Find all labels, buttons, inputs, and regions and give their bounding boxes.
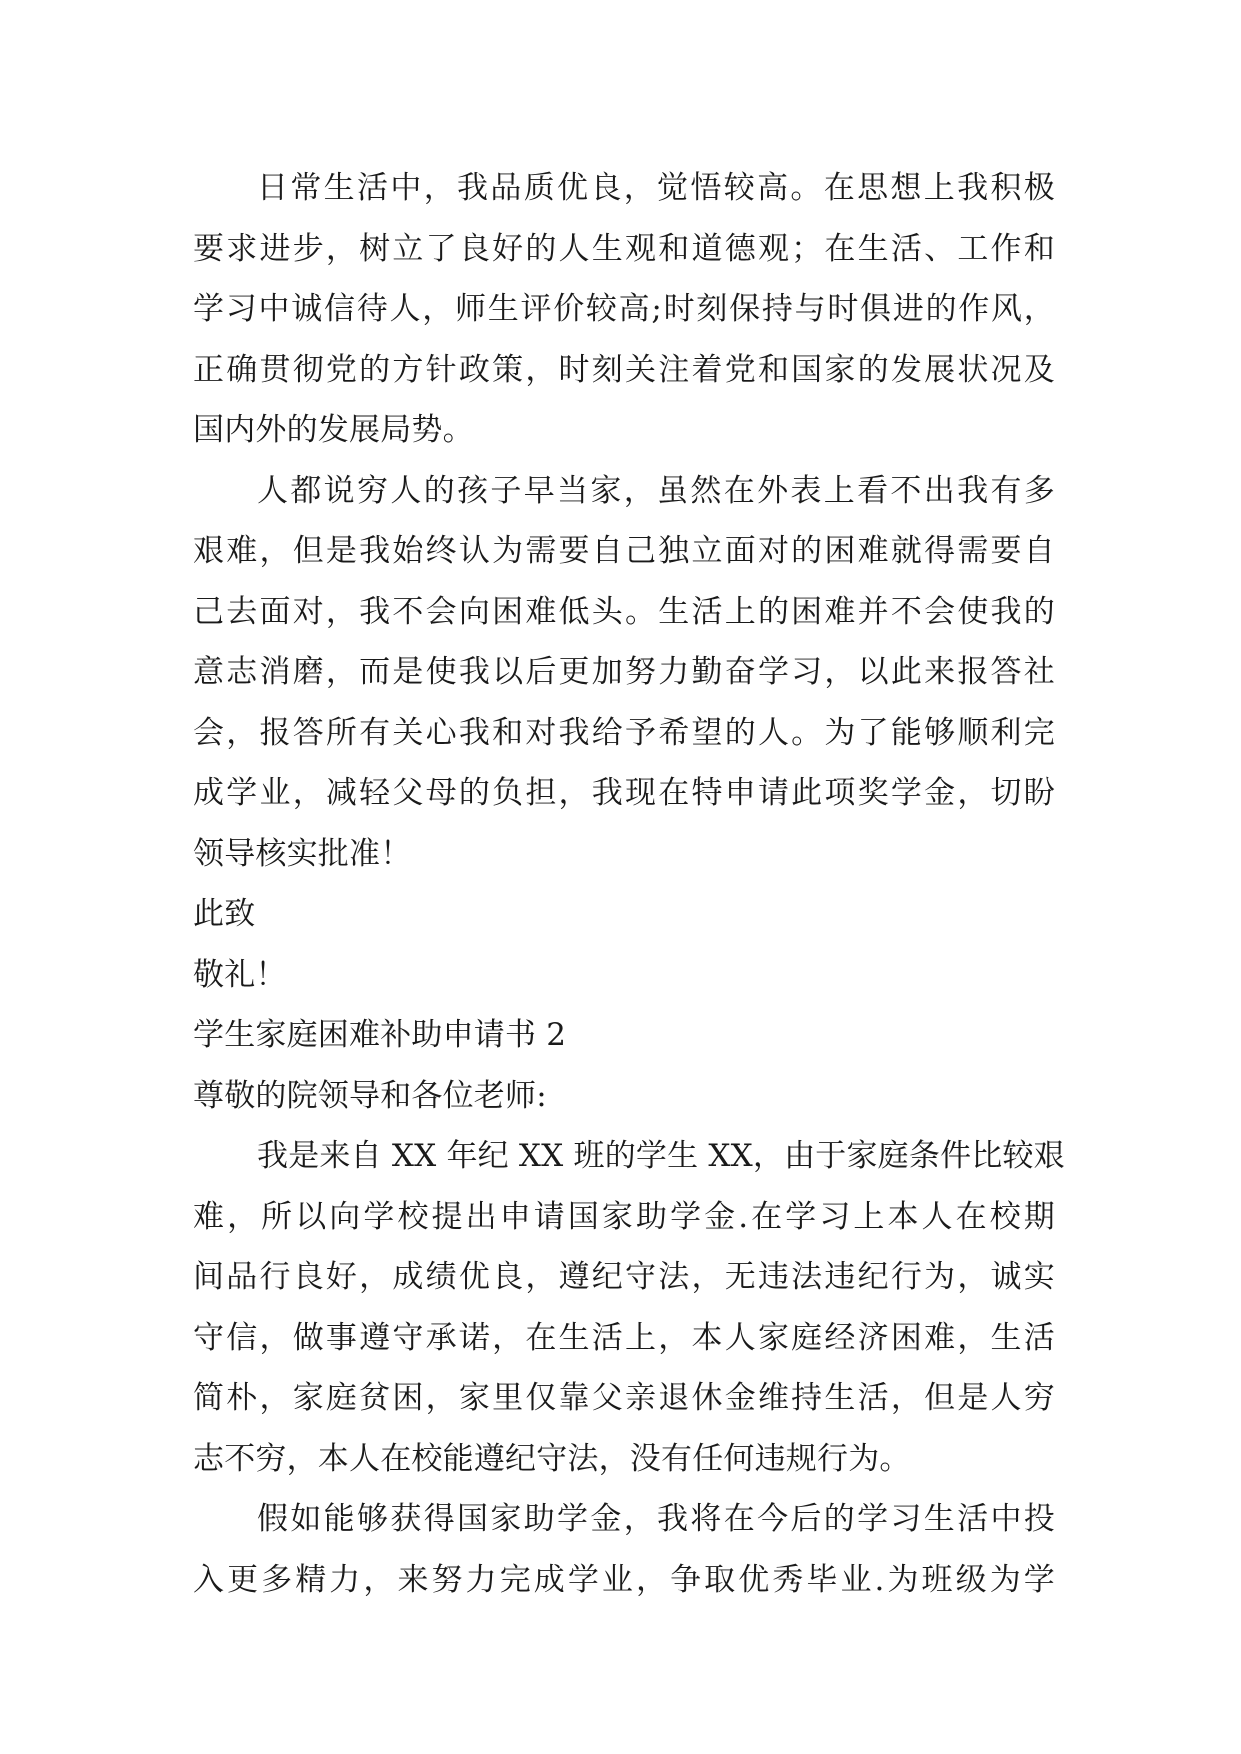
text-line: 我是来自 XX 年纪 XX 班的学生 XX，由于家庭条件比较艰: [257, 1138, 1065, 1174]
text-line: 假如能够获得国家助学金，我将在今后的学习生活中投: [257, 1501, 1055, 1537]
text-line: 入更多精力，来努力完成学业，争取优秀毕业.为班级为学: [193, 1561, 1055, 1598]
text-line: 间品行良好，成绩优良，遵纪守法，无违法违纪行为，诚实: [193, 1259, 1055, 1295]
text-line: 志不穷，本人在校能遵纪守法，没有任何违规行为。: [193, 1440, 911, 1477]
text-line: 学习中诚信待人，师生评价较高;时刻保持与时俱进的作风，: [193, 291, 1055, 327]
paragraph-4: [193, 1489, 1055, 1610]
text-line: 日常生活中，我品质优良，觉悟较高。在思想上我积极: [257, 170, 1055, 206]
text-line: 国内外的发展局势。: [193, 412, 474, 448]
paragraph-1: [193, 158, 1055, 461]
text-line: 正确贯彻党的方针政策，时刻关注着党和国家的发展状况及: [193, 351, 1055, 388]
closing-salute: 此致: [193, 896, 256, 932]
text-line: 简朴，家庭贫困，家里仅靠父亲退休金维持生活，但是人穷: [193, 1380, 1055, 1416]
text-line: 成学业，减轻父母的负担，我现在特申请此项奖学金，切盼: [193, 775, 1055, 811]
text-line: 会，报答所有关心我和对我给予希望的人。为了能够顺利完: [193, 714, 1055, 751]
section-title: 学生家庭困难补助申请书 2: [193, 1017, 567, 1053]
paragraph-2: [193, 461, 1055, 885]
paragraph-3: [193, 1126, 1065, 1489]
text-line: 人都说穷人的孩子早当家，虽然在外表上看不出我有多: [257, 472, 1055, 509]
salutation: 尊敬的院领导和各位老师:: [193, 1077, 547, 1114]
text-line: 守信，做事遵守承诺，在生活上，本人家庭经济困难，生活: [193, 1319, 1055, 1356]
text-line: 要求进步，树立了良好的人生观和道德观；在生活、工作和: [193, 230, 1055, 267]
text-line: 难，所以向学校提出申请国家助学金.在学习上本人在校期: [193, 1198, 1055, 1235]
text-line: 己去面对，我不会向困难低头。生活上的困难并不会使我的: [193, 593, 1055, 630]
text-line: 意志消磨，而是使我以后更加努力勤奋学习，以此来报答社: [193, 654, 1055, 690]
document-body: [193, 158, 1065, 1610]
closing-regards: 敬礼！: [193, 956, 287, 993]
text-line: 领导核实批准！: [193, 835, 412, 872]
text-line: 艰难，但是我始终认为需要自己独立面对的困难就得需要自: [193, 533, 1055, 569]
